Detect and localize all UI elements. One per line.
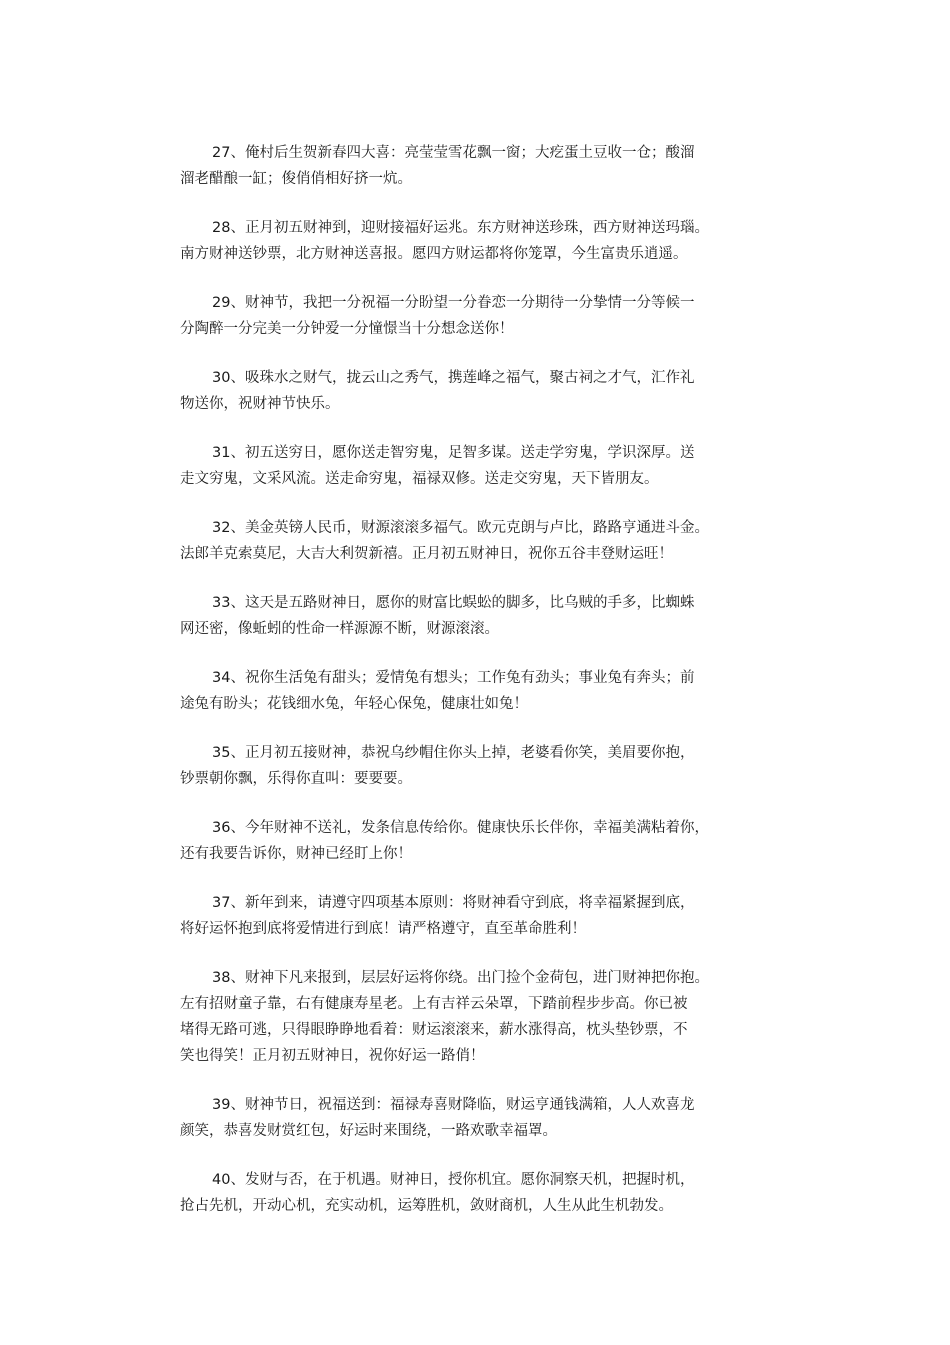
entry-line: 31、初五送穷日，愿你送走智穷鬼，足智多谋。送走学穷鬼，学识深厚。送 — [212, 445, 695, 461]
entry-37 — [180, 890, 720, 942]
entry-line: 溜老醋酿一缸；俊俏俏相好挤一炕。 — [180, 171, 412, 187]
entry-line: 将好运怀抱到底将爱情进行到底！请严格遵守，直至革命胜利！ — [180, 921, 586, 937]
document-body — [180, 140, 720, 1242]
entry-line: 途兔有盼头；花钱细水兔，年轻心保兔，健康壮如兔！ — [180, 696, 528, 712]
entry-line: 36、今年财神不送礼，发条信息传给你。健康快乐长伴你，幸福美满粘着你， — [212, 820, 709, 836]
entry-28 — [180, 215, 720, 267]
entry-34 — [180, 665, 720, 717]
entry-line: 抢占先机，开动心机，充实动机，运筹胜机，敛财商机，人生从此生机勃发。 — [180, 1198, 673, 1214]
entry-line: 颜笑，恭喜发财赏红包，好运时来围绕，一路欢歌幸福罩。 — [180, 1123, 557, 1139]
entry-33 — [180, 590, 720, 642]
entry-line: 分陶醉一分完美一分钟爱一分憧憬当十分想念送你！ — [180, 321, 514, 337]
entry-line: 30、吸珠水之财气，拢云山之秀气，携莲峰之福气，聚古祠之才气，汇作礼 — [212, 370, 695, 386]
entry-line: 35、正月初五接财神，恭祝乌纱帽住你头上掉，老婆看你笑，美眉要你抱， — [212, 745, 695, 761]
entry-line: 钞票朝你飘，乐得你直叫：要要要。 — [180, 771, 412, 787]
entry-line: 网还密，像蚯蚓的性命一样源源不断，财源滚滚。 — [180, 621, 499, 637]
entry-line: 27、俺村后生贺新春四大喜：亮莹莹雪花飘一窗；大疙蛋土豆收一仓；酸溜 — [212, 145, 695, 161]
entry-line: 还有我要告诉你，财神已经盯上你！ — [180, 846, 412, 862]
entry-39 — [180, 1092, 720, 1144]
entry-line: 法郎羊克索莫尼，大吉大利贺新禧。正月初五财神日，祝你五谷丰登财运旺！ — [180, 546, 673, 562]
entry-38 — [180, 965, 720, 1069]
entry-line: 南方财神送钞票，北方财神送喜报。愿四方财运都将你笼罩，今生富贵乐逍遥。 — [180, 246, 688, 262]
entry-line: 33、这天是五路财神日，愿你的财富比蜈蚣的脚多，比乌贼的手多，比蜘蛛 — [212, 595, 695, 611]
entry-36 — [180, 815, 720, 867]
entry-line: 37、新年到来，请遵守四项基本原则：将财神看守到底，将幸福紧握到底， — [212, 895, 695, 911]
entry-line: 走文穷鬼，文采风流。送走命穷鬼，福禄双修。送走交穷鬼，天下皆朋友。 — [180, 471, 659, 487]
entry-29 — [180, 290, 720, 342]
entry-line: 32、美金英镑人民币，财源滚滚多福气。欧元克朗与卢比，路路亨通进斗金。 — [212, 520, 709, 536]
entry-line: 40、发财与否，在于机遇。财神日，授你机宜。愿你洞察天机，把握时机， — [212, 1172, 695, 1188]
entry-line: 38、财神下凡来报到，层层好运将你绕。出门捡个金荷包，进门财神把你抱。 — [212, 970, 709, 986]
entry-30 — [180, 365, 720, 417]
entry-line: 34、祝你生活兔有甜头；爱情兔有想头；工作兔有劲头；事业兔有奔头；前 — [212, 670, 695, 686]
entry-line: 左有招财童子靠，右有健康寿星老。上有吉祥云朵罩，下踏前程步步高。你已被 — [180, 996, 688, 1012]
entry-line: 28、正月初五财神到，迎财接福好运兆。东方财神送珍珠，西方财神送玛瑙。 — [212, 220, 709, 236]
entry-40 — [180, 1167, 720, 1219]
entry-35 — [180, 740, 720, 792]
entry-line: 笑也得笑！正月初五财神日，祝你好运一路俏！ — [180, 1048, 485, 1064]
entry-line: 39、财神节日，祝福送到：福禄寿喜财降临，财运亨通钱满箱，人人欢喜龙 — [212, 1097, 695, 1113]
entry-32 — [180, 515, 720, 567]
entry-line: 物送你，祝财神节快乐。 — [180, 396, 340, 412]
entry-line: 29、财神节，我把一分祝福一分盼望一分眷恋一分期待一分挚情一分等候一 — [212, 295, 695, 311]
entry-27 — [180, 140, 720, 192]
entry-line: 堵得无路可逃，只得眼睁睁地看着：财运滚滚来，薪水涨得高，枕头垫钞票，不 — [180, 1022, 688, 1038]
entry-31 — [180, 440, 720, 492]
